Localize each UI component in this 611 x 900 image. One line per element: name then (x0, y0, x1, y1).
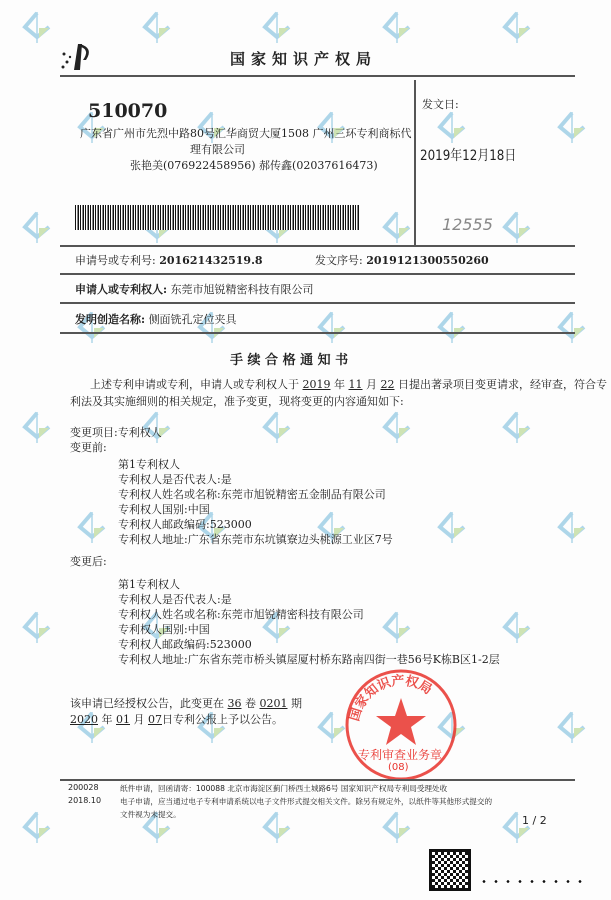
ann-day: 07 (148, 713, 162, 726)
after-line: 专利权人姓名或名称:东莞市旭锐精密科技有限公司 (118, 608, 364, 621)
cnipa-logo (60, 40, 96, 72)
before-line: 专利权人姓名或名称:东莞市旭锐精密五金制品有限公司 (118, 488, 386, 501)
watermark-logo-icon (500, 410, 534, 444)
watermark-logo-icon (315, 310, 349, 344)
seal-code: (08) (388, 762, 409, 773)
request-day: 22 (380, 378, 395, 391)
change-item: 变更项目:专利权人 (70, 426, 162, 439)
watermark-logo-icon (75, 510, 109, 544)
recipient-address-1: 广东省广州市先烈中路80号汇华商贸大厦1508 广州三环专利商标代 (80, 127, 412, 140)
text: 卷 (245, 697, 256, 710)
serial-number-row (315, 252, 489, 268)
after-label: 变更后: (70, 555, 107, 568)
header-divider (414, 80, 416, 245)
before-line: 专利权人地址:广东省东莞市东坑镇寮边头桃源工业区7号 (118, 533, 393, 546)
applicant: 东莞市旭锐精密科技有限公司 (170, 283, 314, 296)
svg-text:国家知识产权局 (346, 673, 434, 723)
rule (60, 332, 575, 334)
watermark-logo-icon (20, 10, 54, 44)
volume: 36 (227, 697, 242, 710)
dot-leader (478, 880, 590, 883)
qr-code (432, 852, 468, 888)
application-number: 201621432519.8 (159, 254, 263, 267)
handwritten-number: 12555 (442, 215, 493, 234)
watermark-logo-icon (435, 310, 469, 344)
invention-row (75, 311, 237, 327)
watermark-logo-icon (260, 10, 294, 44)
postcode: 510070 (88, 100, 168, 122)
page-number: 1 / 2 (522, 814, 547, 827)
request-year: 2019 (302, 378, 331, 391)
footer-line-1: 纸件申请，回函请寄：100088 北京市海淀区蓟门桥西土城路6号 国家知识产权局专利局受理处收 (120, 784, 448, 793)
applicant-label: 申请人或专利权人: (75, 283, 168, 296)
after-line: 专利权人邮政编码:523000 (118, 638, 252, 651)
before-line: 第1专利权人 (118, 458, 180, 471)
para-text: 上述专利申请或专利，申请人或专利权人于 (90, 378, 299, 391)
recipient-contacts: 张艳美(076922458956) 郝传鑫(02037616473) (130, 159, 378, 172)
footer-line-3: 文件视为未提交。 (120, 810, 181, 819)
issue-date-label: 发文日: (422, 98, 459, 111)
watermark-logo-icon (555, 110, 589, 144)
seal-top-text: 国家知识产权局 (347, 673, 435, 724)
notice-paragraph-2: 利法及其实施细则的相关规定，准予变更，现将变更的内容通知如下: (70, 395, 404, 408)
header-rule (60, 75, 575, 77)
watermark-logo-icon (260, 810, 294, 844)
form-date: 2018.10 (68, 796, 102, 805)
watermark-logo-icon (555, 310, 589, 344)
watermark-logo-icon (20, 410, 54, 444)
after-line: 专利权人是否代表人:是 (118, 593, 232, 606)
watermark-logo-icon (555, 510, 589, 544)
serial-number-label: 发文序号: (315, 254, 363, 267)
text: 该申请已经授权公告，此变更在 (70, 697, 224, 710)
watermark-logo-icon (20, 810, 54, 844)
after-line: 专利权人地址:广东省东莞市桥头镇屋厦村桥东路南四街一巷56号K栋B区1-2层 (118, 653, 500, 666)
watermark-logo-icon (500, 210, 534, 244)
before-line: 专利权人国别:中国 (118, 503, 210, 516)
text: 日专利公报上予以公告。 (162, 713, 283, 726)
notice-title: 手 续 合 格 通 知 书 (230, 353, 349, 368)
watermark-logo-icon (435, 510, 469, 544)
para-text: 日提出著录项目变更请求，经审查，符合专 (398, 378, 607, 391)
after-line: 第1专利权人 (118, 578, 180, 591)
notice-paragraph-1: 上述专利申请或专利，申请人或专利权人于 2019 年 11 月 22 日提出著录项目变更请求，经审查，符合专 (90, 378, 607, 391)
watermark-logo-icon (555, 710, 589, 744)
ann-month: 01 (116, 713, 130, 726)
text: 期 (291, 697, 302, 710)
watermark-logo-icon (140, 10, 174, 44)
watermark-logo-icon (20, 210, 54, 244)
issue-date: 2019年12月18日 (420, 148, 517, 164)
watermark-logo-icon (20, 610, 54, 644)
applicant-row (75, 281, 314, 297)
before-line: 专利权人是否代表人:是 (118, 473, 232, 486)
watermark-logo-icon (380, 810, 414, 844)
before-label: 变更前: (70, 441, 107, 454)
invention-label: 发明创造名称: (75, 313, 146, 326)
rule (60, 302, 575, 304)
agency-title: 国家知识产权局 (230, 50, 378, 68)
seal-main-text: 专利审查业务章 (358, 748, 443, 762)
rule (60, 245, 575, 247)
watermark-logo-icon (380, 10, 414, 44)
watermark-logo-icon (500, 610, 534, 644)
application-number-row (75, 252, 263, 268)
issue-no: 0201 (259, 697, 288, 710)
form-number: 200028 (68, 783, 99, 792)
watermark-logo-icon (380, 610, 414, 644)
invention-name: 侧面铣孔定位夹具 (148, 313, 237, 326)
barcode (75, 205, 360, 230)
rule (60, 273, 575, 275)
official-seal (344, 668, 458, 782)
recipient-address-2: 理有限公司 (190, 143, 245, 156)
watermark-logo-icon (435, 110, 469, 144)
footer-rule (60, 779, 575, 781)
watermark-logo-icon (380, 410, 414, 444)
watermark-logo-icon (500, 10, 534, 44)
serial-number: 2019121300550260 (366, 254, 489, 267)
application-number-label: 申请号或专利号: (75, 254, 156, 267)
before-line: 专利权人邮政编码:523000 (118, 518, 252, 531)
footer-line-2: 电子申请，应当通过电子专利申请系统以电子文件形式提交相关文件。除另有规定外，以纸件等其他形式提交的 (120, 797, 493, 806)
after-line: 专利权人国别:中国 (118, 623, 210, 636)
request-month: 11 (348, 378, 363, 391)
watermark-logo-icon (260, 410, 294, 444)
watermark-logo-icon (380, 210, 414, 244)
ann-year: 2020 (70, 713, 98, 726)
announcement: 该申请已经授权公告，此变更在 36 卷 0201 期 2020 年 01 月 07日专利公报上予以公告。 (70, 697, 302, 726)
